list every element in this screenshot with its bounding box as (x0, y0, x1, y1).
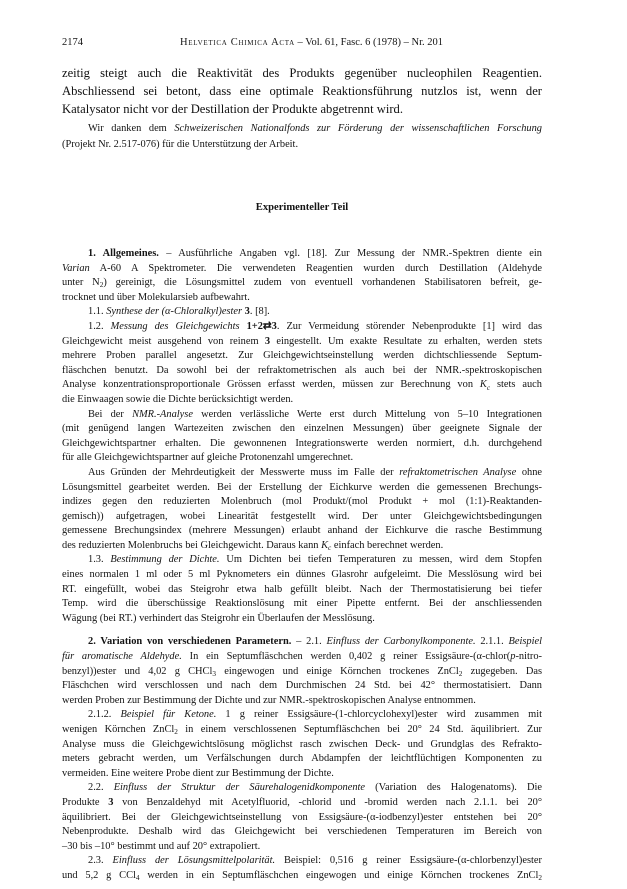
italic-text: Varian (62, 262, 90, 274)
italic-text: Messung des Gleichgewichts (110, 320, 247, 332)
text-run: unter N (62, 277, 100, 289)
journal-citation (180, 36, 443, 50)
subscript-text: c (328, 544, 332, 553)
bold-text: 1. Allgemeines. (88, 248, 159, 259)
text-run: die Einwaagen sowie die Dichte berücksichtigt werden. (62, 393, 294, 405)
text-run: einfach berechnet werden. (331, 539, 444, 551)
text-run: -nitro- (515, 651, 542, 663)
paragraph-1-3-dichte (62, 553, 542, 626)
text-line (62, 553, 542, 568)
text-run: 2.1.1. (475, 636, 509, 648)
paragraph-nmr-analyse (62, 408, 542, 466)
italic-text: K (479, 379, 487, 391)
italic-text: Einfluss der Struktur der Säurehalogenidkomponente (113, 782, 366, 794)
text-line (62, 305, 542, 320)
italic-text: Einfluss der Carbonylkomponente. (326, 636, 476, 648)
italic-text: Bestimmung der Dichte. (110, 554, 220, 566)
text-run: von Benzaldehyd mit Acetylfluorid, -chlorid und -bromid werden nach 2.1.1. bei 20° (113, 796, 542, 808)
text-line (62, 694, 542, 709)
text-run: in einem verschlossenen Septumfläschchen bei 20° 24 Std. äquilibriert. Zur (177, 724, 542, 735)
subscript-text: 2 (174, 728, 178, 737)
text-run: zeitig steigt auch die Reaktivität des Produkts gegenüber nucleophilen Reagentien. (62, 66, 542, 80)
text-line (62, 481, 542, 496)
text-line (62, 349, 542, 364)
italic-text: für aromatische Aldehyde. (62, 651, 182, 663)
text-line (62, 64, 542, 82)
text-line (62, 796, 542, 811)
text-run: werden Proben zur Bestimmung der Dichte und zur NMR.-spektroskopischen Analyse entnommen. (62, 694, 476, 706)
text-run: trocknet und über Molekularsieb aufbewahrt. (62, 291, 250, 303)
text-run: Temp. wird die überschüssige Reaktionslösung mit einer Pipette entfernt. Bei der anschliessenden (62, 598, 542, 610)
text-run: wenigen Körnchen ZnCl (62, 724, 175, 735)
text-run: stets auch (490, 379, 542, 391)
text-run: benzyl))ester und 4,02 g CHCl (62, 665, 213, 677)
section-heading: Experimenteller Teil (255, 202, 349, 213)
paragraph-2-1-2-ketone (62, 708, 542, 781)
text-run: fläschchen benutzt. Da sowohl bei der refraktometrischen als auch bei der NMR.-spektroskopischen (62, 364, 542, 376)
text-line (62, 635, 542, 650)
italic-text: refraktometrischen Analyse (399, 466, 517, 478)
running-head (62, 36, 542, 50)
text-run: 1.1. (88, 306, 107, 318)
experimental-section (62, 247, 542, 884)
italic-text: Beispiel (508, 636, 543, 648)
text-line (62, 767, 542, 782)
subscript-text: 2 (99, 281, 104, 290)
text-run: Beispiel: 0,516 g reiner Essigsäure-(α-chlorbenzyl)ester (275, 855, 542, 867)
text-run: vermeiden. Eine weitere Probe dient zur Bestimmung der Dichte. (62, 767, 334, 779)
paragraph-1-allgemeines (62, 247, 542, 305)
text-run: 1 g reiner Essigsäure-(1-chlorcyclohexyl)ester wird zusammen mit (216, 709, 542, 721)
text-line (62, 121, 542, 137)
italic-text: p (510, 651, 516, 663)
bold-text: 2. Variation von verschiedenen Parametern. (88, 636, 292, 648)
text-line (62, 597, 542, 612)
italic-text: Beispiel für Ketone. (120, 709, 217, 721)
text-run: indizes gegen den reduzierten Molenbruch (mol Produkt/(mol Produkt + mol (1:1)-Reaktanden- (62, 496, 542, 508)
subscript-text: c (486, 383, 491, 392)
issue-info: – Vol. 61, Fasc. 6 (1978) – Nr. 201 (297, 37, 443, 48)
text-run: –30 bis –10° bestimmt und auf 20° extrapoliert. (62, 840, 261, 852)
text-line (62, 612, 542, 627)
text-run: Produkte (62, 796, 109, 808)
text-line (62, 408, 542, 423)
text-line (62, 466, 542, 481)
text-run: Gleichgewichtspartner erhalten. Die gewonnenen Integrationswerte werden normiert, d.h. durchgehend (62, 437, 542, 449)
text-line (62, 262, 542, 277)
text-line (62, 650, 542, 665)
text-line (62, 378, 542, 393)
text-run: Analyse konzentrationsproportionale Grössen erfasst werden, müssen zur Berechnung von (62, 379, 480, 391)
subscript-text: 2 (458, 669, 463, 678)
text-line (62, 524, 542, 539)
text-run: zugegeben. Das (462, 665, 542, 677)
italic-text: Synthese der (α-Chloralkyl)ester (106, 306, 245, 318)
paragraph-2-3-loesungsmittel (62, 854, 542, 883)
text-line (62, 825, 542, 840)
text-run: . [8]. (249, 306, 270, 318)
text-run: In ein Septumfläschchen werden 0,402 g reiner Essigsäure-(α-chlor( (181, 651, 511, 663)
text-line (62, 247, 542, 262)
text-run: eingestellt. Um exakte Resultate zu erhalten, werden stets (270, 335, 542, 347)
text-line (62, 738, 542, 753)
text-run: Aus Gründen der Mehrdeutigkeit der Messwerte muss im Falle der (88, 466, 400, 478)
paragraph-conclusion (62, 64, 542, 118)
text-line (62, 752, 542, 767)
text-run: – Ausführliche Angaben vgl. [18]. Zur Messung der NMR.-Spektren diente ein (158, 248, 542, 259)
text-run: für alle Gleichgewichtspartner auf gleiche Protonenzahl umgerechnet. (62, 452, 354, 464)
text-line (62, 100, 542, 118)
paragraph-2-2-saeurehalogenid (62, 781, 542, 854)
text-run: gemessene Brechungsindex (mehrere Messungen) erlaubt anhand der Eichkurve die rasche Bestimmung (62, 525, 542, 537)
text-line (62, 364, 542, 379)
text-run: ) gereinigt, die Lösungsmittel zudem von eventuell vorhandenen Stabilisatoren befreit, ge- (103, 277, 543, 289)
text-run: werden in ein Septumfläschchen eingewogen und einige Körnchen trockenes ZnCl (139, 869, 539, 881)
bold-text: 3 (244, 306, 250, 318)
text-run: ohne (516, 466, 543, 478)
text-run: Abschliessend sei betont, dass eine optimale Reaktionsführung nutzlos ist, wenn der (62, 84, 542, 98)
italic-text: Einfluss der Lösungsmittelpolarität. (112, 855, 276, 867)
text-run: Analyse muss die Gleichgewichtslösung möglichst rasch zwischen Deck- und Grundglas des Refrakto- (62, 738, 542, 750)
page-number: 2174 (62, 37, 83, 48)
text-line (62, 781, 542, 796)
text-run: äquilibriert. Bei der Gleichgewichtseinstellung von Essigsäure-(α-iodbenzyl)ester entstehen bei 20° (62, 811, 542, 823)
text-run: – 2.1. (291, 636, 327, 648)
text-run: 2.3. (88, 855, 113, 867)
text-line (62, 708, 542, 723)
text-run: eingewogen und einige Körnchen trockenes ZnCl (216, 665, 459, 677)
text-run: (mit genügend langen Wartezeiten zwischen den einzelnen Messungen) über geeignete Signale der (62, 423, 542, 435)
text-run: Gleichgewicht meist ausgehend von reinem (62, 335, 265, 347)
text-run: 2.1.2. (88, 709, 121, 721)
subscript-text: 2 (538, 874, 542, 883)
text-run: RT. eingefüllt, wobei das Steigrohr etwa halb gefüllt bleibt. Nach der Thermostatisierung bei tiefer (62, 583, 542, 595)
text-run: Wägung (bei RT.) verhindert das Steigrohr ein Überlaufen der Messlösung. (62, 612, 375, 624)
text-line (62, 840, 542, 855)
text-run: (Projekt Nr. 2.517-076) für die Unterstützung der Arbeit. (62, 139, 299, 150)
text-line (62, 320, 542, 335)
text-run: eines normalen 1 ml oder 5 ml Pyknometers ein dünnes Glasrohr aufgeleimt. Die Messlösung wird bei (62, 569, 542, 581)
text-run: Wir danken dem (88, 123, 175, 134)
text-line (62, 811, 542, 826)
text-line (62, 869, 542, 884)
text-line (62, 393, 542, 408)
text-run: A-60 A Spektrometer. Die verwendeten Reagentien wurden durch Destillation (Aldehyde (89, 262, 542, 274)
text-line (62, 679, 542, 694)
text-line (62, 82, 542, 100)
journal-name: Helvetica Chimica Acta (180, 37, 295, 48)
text-run: Fläschchen wird verschlossen und nach dem Durchmischen 24 Std. bei 42° thermostatisiert. Dann (62, 680, 542, 692)
text-run: Lösungsmittel gearbeitet werden. Bei der Erstellung der Eichkurve werden die gemessenen Brechungs- (62, 481, 542, 493)
text-run: mehrere Proben parallel angesetzt. Zur Gleichgewichtseinstellung werden dichtschliessende Septum- (62, 350, 542, 362)
text-run: Katalysator nicht vor der Destillation der Produkte abgetrennt wird. (62, 102, 403, 116)
text-line (62, 137, 542, 153)
text-line (62, 854, 542, 869)
text-line (62, 568, 542, 583)
bold-text: 1+2⇄3 (246, 320, 277, 332)
text-line (62, 495, 542, 510)
text-line (62, 665, 542, 680)
paragraph-1-2-gleichgewicht (62, 320, 542, 408)
text-run: . Zur Vermeidung störender Nebenprodukte [1] wird das (276, 320, 542, 332)
text-run: Um Dichten bei tiefen Temperaturen zu messen, wird dem Stopfen (219, 554, 542, 566)
italic-text: Schweizerischen Nationalfonds zur Förderung der wissenschaftlichen Forschung (174, 123, 542, 134)
text-run: (Variation des Halogenatoms). Die (365, 782, 542, 794)
paragraph-refraktometrie (62, 466, 542, 554)
subscript-text: 4 (135, 874, 140, 883)
text-line (62, 291, 542, 306)
text-run: werden verlässliche Werte erst durch Mittelung von 5–10 Integrationen (192, 408, 542, 420)
text-run: 1.2. (88, 320, 111, 332)
acknowledgment (62, 121, 542, 153)
subscript-text: 3 (212, 669, 217, 678)
text-line (62, 422, 542, 437)
text-line (62, 437, 542, 452)
text-line (62, 510, 542, 525)
text-run: Nebenprodukte. Deshalb wird das Gleichgewicht bei verschiedenen Temperaturen im Bereich von (62, 826, 542, 838)
italic-text: K (321, 539, 329, 551)
text-run: 1.3. (88, 554, 111, 566)
paragraph-1-1-synthese (62, 305, 542, 320)
text-line (62, 723, 542, 738)
text-line (62, 583, 542, 598)
italic-text: NMR.-Analyse (132, 408, 193, 420)
text-line (62, 335, 542, 350)
text-run: Bei der (88, 408, 133, 420)
text-run: und 5,2 g CCl (62, 869, 136, 881)
text-run: gemisch)) aufgetragen, wobei Linearität festgestellt wird. Der unter Gleichgewichtsbedingungen (62, 510, 542, 522)
text-line (62, 276, 542, 291)
text-run: des reduzierten Molenbruchs bei Gleichgewicht. Daraus kann (62, 539, 322, 551)
bold-text: 3 (264, 335, 271, 347)
text-line (62, 539, 542, 554)
text-line (62, 451, 542, 466)
bold-text: 3 (108, 796, 114, 808)
text-run: 2.2. (88, 782, 114, 794)
text-run: meters gebracht werden, um Verfälschungen durch Abdampfen der leichtflüchtigen Komponenten zu (62, 753, 542, 765)
paragraph-2-variation (62, 635, 542, 708)
